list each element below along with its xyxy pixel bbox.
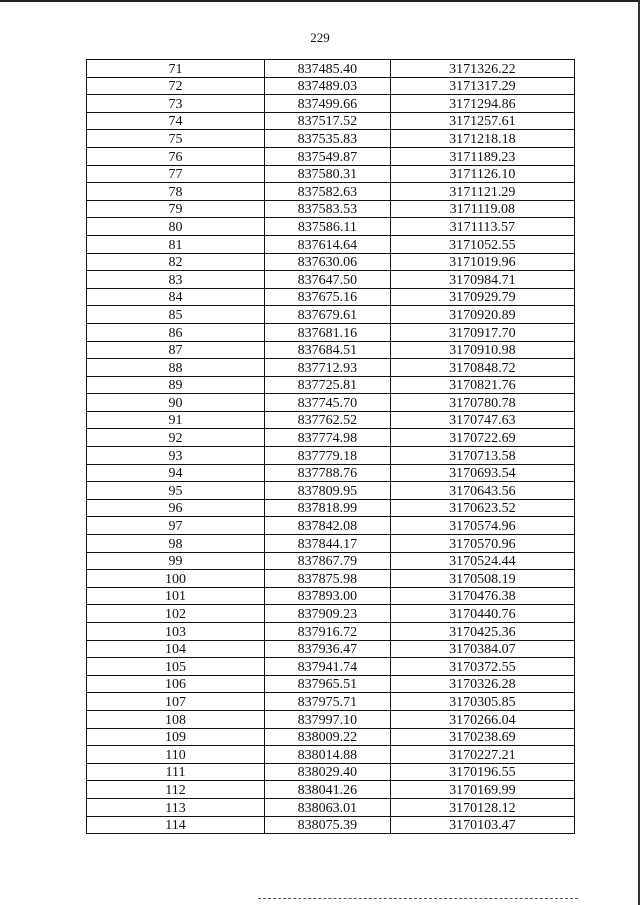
- point-number-cell: 80: [87, 218, 265, 236]
- table-row: [87, 482, 575, 500]
- table-row: [87, 341, 575, 359]
- table-row: [87, 130, 575, 148]
- point-number-cell: 76: [87, 147, 265, 165]
- table-row: [87, 411, 575, 429]
- table-row: [87, 658, 575, 676]
- x-coordinate-cell: 838041.26: [265, 781, 391, 799]
- table-row: [87, 781, 575, 799]
- table-row: [87, 464, 575, 482]
- page-number: 229: [310, 30, 330, 45]
- x-coordinate-cell: 837875.98: [265, 570, 391, 588]
- y-coordinate-cell: 3170425.36: [390, 623, 574, 641]
- y-coordinate-cell: 3170929.79: [390, 288, 574, 306]
- table-row: [87, 323, 575, 341]
- x-coordinate-cell: 837788.76: [265, 464, 391, 482]
- table-row: [87, 535, 575, 553]
- bottom-rule: [258, 898, 578, 900]
- point-number-cell: 108: [87, 710, 265, 728]
- x-coordinate-cell: 837489.03: [265, 77, 391, 95]
- point-number-cell: 90: [87, 394, 265, 412]
- x-coordinate-cell: 837916.72: [265, 623, 391, 641]
- y-coordinate-cell: 3170372.55: [390, 658, 574, 676]
- point-number-cell: 78: [87, 183, 265, 201]
- table-row: [87, 253, 575, 271]
- point-number-cell: 104: [87, 640, 265, 658]
- y-coordinate-cell: 3171052.55: [390, 235, 574, 253]
- y-coordinate-cell: 3170524.44: [390, 552, 574, 570]
- y-coordinate-cell: 3170747.63: [390, 411, 574, 429]
- x-coordinate-cell: 837965.51: [265, 675, 391, 693]
- y-coordinate-cell: 3170476.38: [390, 587, 574, 605]
- y-coordinate-cell: 3170196.55: [390, 763, 574, 781]
- x-coordinate-cell: 837809.95: [265, 482, 391, 500]
- point-number-cell: 71: [87, 60, 265, 78]
- point-number-cell: 99: [87, 552, 265, 570]
- point-number-cell: 105: [87, 658, 265, 676]
- x-coordinate-cell: 837725.81: [265, 376, 391, 394]
- table-row: [87, 306, 575, 324]
- table-row: [87, 552, 575, 570]
- y-coordinate-cell: 3170570.96: [390, 535, 574, 553]
- y-coordinate-cell: 3170574.96: [390, 517, 574, 535]
- table-row: [87, 394, 575, 412]
- x-coordinate-cell: 837975.71: [265, 693, 391, 711]
- x-coordinate-cell: 837679.61: [265, 306, 391, 324]
- y-coordinate-cell: 3171317.29: [390, 77, 574, 95]
- y-coordinate-cell: 3170128.12: [390, 798, 574, 816]
- table-row: [87, 623, 575, 641]
- y-coordinate-cell: 3170821.76: [390, 376, 574, 394]
- point-number-cell: 85: [87, 306, 265, 324]
- x-coordinate-cell: 837586.11: [265, 218, 391, 236]
- point-number-cell: 94: [87, 464, 265, 482]
- x-coordinate-cell: 837580.31: [265, 165, 391, 183]
- point-number-cell: 93: [87, 447, 265, 465]
- y-coordinate-cell: 3171257.61: [390, 112, 574, 130]
- x-coordinate-cell: 837485.40: [265, 60, 391, 78]
- point-number-cell: 110: [87, 746, 265, 764]
- table-row: [87, 235, 575, 253]
- y-coordinate-cell: 3170848.72: [390, 359, 574, 377]
- x-coordinate-cell: 838009.22: [265, 728, 391, 746]
- x-coordinate-cell: 838029.40: [265, 763, 391, 781]
- x-coordinate-cell: 837818.99: [265, 499, 391, 517]
- table-row: [87, 816, 575, 834]
- table-row: [87, 200, 575, 218]
- y-coordinate-cell: 3170910.98: [390, 341, 574, 359]
- x-coordinate-cell: 837842.08: [265, 517, 391, 535]
- table-row: [87, 359, 575, 377]
- x-coordinate-cell: 837535.83: [265, 130, 391, 148]
- point-number-cell: 75: [87, 130, 265, 148]
- x-coordinate-cell: 837647.50: [265, 271, 391, 289]
- x-coordinate-cell: 837582.63: [265, 183, 391, 201]
- y-coordinate-cell: 3171019.96: [390, 253, 574, 271]
- x-coordinate-cell: 837684.51: [265, 341, 391, 359]
- y-coordinate-cell: 3170326.28: [390, 675, 574, 693]
- point-number-cell: 100: [87, 570, 265, 588]
- point-number-cell: 97: [87, 517, 265, 535]
- table-row: [87, 728, 575, 746]
- x-coordinate-cell: 837867.79: [265, 552, 391, 570]
- y-coordinate-cell: 3170643.56: [390, 482, 574, 500]
- point-number-cell: 114: [87, 816, 265, 834]
- y-coordinate-cell: 3170713.58: [390, 447, 574, 465]
- point-number-cell: 86: [87, 323, 265, 341]
- y-coordinate-cell: 3170920.89: [390, 306, 574, 324]
- x-coordinate-cell: 837681.16: [265, 323, 391, 341]
- table-row: [87, 763, 575, 781]
- table-row: [87, 288, 575, 306]
- table-row: [87, 77, 575, 95]
- y-coordinate-cell: 3170384.07: [390, 640, 574, 658]
- y-coordinate-cell: 3171113.57: [390, 218, 574, 236]
- y-coordinate-cell: 3171326.22: [390, 60, 574, 78]
- table-row: [87, 60, 575, 78]
- x-coordinate-cell: 838063.01: [265, 798, 391, 816]
- x-coordinate-cell: 837936.47: [265, 640, 391, 658]
- point-number-cell: 88: [87, 359, 265, 377]
- y-coordinate-cell: 3170693.54: [390, 464, 574, 482]
- point-number-cell: 107: [87, 693, 265, 711]
- table-row: [87, 675, 575, 693]
- point-number-cell: 82: [87, 253, 265, 271]
- x-coordinate-cell: 837630.06: [265, 253, 391, 271]
- point-number-cell: 83: [87, 271, 265, 289]
- x-coordinate-cell: 837745.70: [265, 394, 391, 412]
- coordinates-table-body: [87, 60, 575, 834]
- x-coordinate-cell: 837941.74: [265, 658, 391, 676]
- y-coordinate-cell: 3170169.99: [390, 781, 574, 799]
- x-coordinate-cell: 837549.87: [265, 147, 391, 165]
- y-coordinate-cell: 3171119.08: [390, 200, 574, 218]
- point-number-cell: 106: [87, 675, 265, 693]
- y-coordinate-cell: 3170984.71: [390, 271, 574, 289]
- x-coordinate-cell: 838075.39: [265, 816, 391, 834]
- y-coordinate-cell: 3170440.76: [390, 605, 574, 623]
- x-coordinate-cell: 837517.52: [265, 112, 391, 130]
- table-row: [87, 710, 575, 728]
- point-number-cell: 98: [87, 535, 265, 553]
- y-coordinate-cell: 3171294.86: [390, 95, 574, 113]
- coordinates-table: [86, 59, 575, 834]
- table-row: [87, 429, 575, 447]
- table-row: [87, 605, 575, 623]
- point-number-cell: 109: [87, 728, 265, 746]
- table-row: [87, 218, 575, 236]
- x-coordinate-cell: 838014.88: [265, 746, 391, 764]
- point-number-cell: 111: [87, 763, 265, 781]
- y-coordinate-cell: 3170227.21: [390, 746, 574, 764]
- y-coordinate-cell: 3170623.52: [390, 499, 574, 517]
- point-number-cell: 96: [87, 499, 265, 517]
- x-coordinate-cell: 837499.66: [265, 95, 391, 113]
- table-row: [87, 147, 575, 165]
- point-number-cell: 91: [87, 411, 265, 429]
- y-coordinate-cell: 3171189.23: [390, 147, 574, 165]
- y-coordinate-cell: 3170508.19: [390, 570, 574, 588]
- point-number-cell: 113: [87, 798, 265, 816]
- y-coordinate-cell: 3170103.47: [390, 816, 574, 834]
- point-number-cell: 84: [87, 288, 265, 306]
- table-row: [87, 271, 575, 289]
- point-number-cell: 74: [87, 112, 265, 130]
- x-coordinate-cell: 837675.16: [265, 288, 391, 306]
- point-number-cell: 103: [87, 623, 265, 641]
- table-row: [87, 183, 575, 201]
- table-row: [87, 376, 575, 394]
- table-row: [87, 587, 575, 605]
- x-coordinate-cell: 837893.00: [265, 587, 391, 605]
- point-number-cell: 72: [87, 77, 265, 95]
- table-row: [87, 112, 575, 130]
- table-row: [87, 693, 575, 711]
- x-coordinate-cell: 837614.64: [265, 235, 391, 253]
- y-coordinate-cell: 3171121.29: [390, 183, 574, 201]
- point-number-cell: 73: [87, 95, 265, 113]
- table-row: [87, 798, 575, 816]
- y-coordinate-cell: 3170917.70: [390, 323, 574, 341]
- x-coordinate-cell: 837779.18: [265, 447, 391, 465]
- y-coordinate-cell: 3170780.78: [390, 394, 574, 412]
- table-row: [87, 517, 575, 535]
- x-coordinate-cell: 837844.17: [265, 535, 391, 553]
- point-number-cell: 102: [87, 605, 265, 623]
- table-row: [87, 447, 575, 465]
- table-row: [87, 499, 575, 517]
- table-row: [87, 95, 575, 113]
- y-coordinate-cell: 3171126.10: [390, 165, 574, 183]
- point-number-cell: 89: [87, 376, 265, 394]
- point-number-cell: 79: [87, 200, 265, 218]
- x-coordinate-cell: 837712.93: [265, 359, 391, 377]
- table-row: [87, 746, 575, 764]
- table-row: [87, 165, 575, 183]
- point-number-cell: 81: [87, 235, 265, 253]
- point-number-cell: 87: [87, 341, 265, 359]
- x-coordinate-cell: 837909.23: [265, 605, 391, 623]
- y-coordinate-cell: 3170266.04: [390, 710, 574, 728]
- x-coordinate-cell: 837762.52: [265, 411, 391, 429]
- table-row: [87, 640, 575, 658]
- y-coordinate-cell: 3170305.85: [390, 693, 574, 711]
- page-top-edge: [0, 0, 640, 2]
- y-coordinate-cell: 3170238.69: [390, 728, 574, 746]
- point-number-cell: 92: [87, 429, 265, 447]
- y-coordinate-cell: 3170722.69: [390, 429, 574, 447]
- point-number-cell: 77: [87, 165, 265, 183]
- x-coordinate-cell: 837774.98: [265, 429, 391, 447]
- x-coordinate-cell: 837583.53: [265, 200, 391, 218]
- point-number-cell: 101: [87, 587, 265, 605]
- point-number-cell: 112: [87, 781, 265, 799]
- x-coordinate-cell: 837997.10: [265, 710, 391, 728]
- table-row: [87, 570, 575, 588]
- point-number-cell: 95: [87, 482, 265, 500]
- y-coordinate-cell: 3171218.18: [390, 130, 574, 148]
